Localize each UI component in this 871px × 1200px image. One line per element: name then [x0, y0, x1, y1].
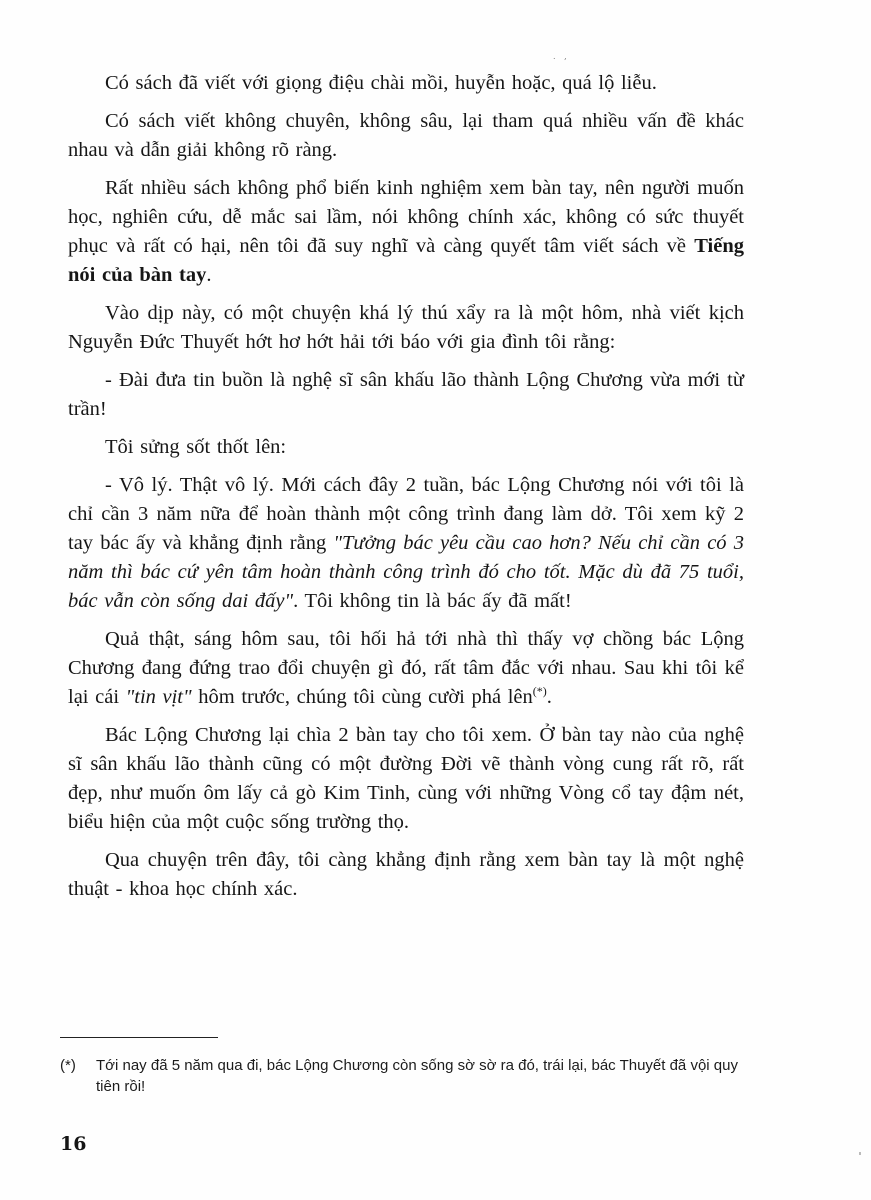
- paragraph: [68, 721, 744, 837]
- text-segment: - Vô lý. Thật vô lý. Mới cách đây 2 tuần, bác Lộng Chương nói với tôi là chỉ cần 3 năm nữa để hoàn thành một công trình đang làm dở. Tôi xem kỹ 2 tay bác ấy và khẳng định rằng: [68, 474, 744, 554]
- text-segment: .: [546, 686, 552, 708]
- footnote: [60, 1055, 760, 1097]
- body-text: [68, 69, 744, 913]
- paragraph: [68, 69, 744, 98]
- italic-quote: "Tưởng bác yêu cầu cao hơn? Nếu chỉ cần có 3 năm thì bác cứ yên tâm hoàn thành công trình đó cho tốt. Mặc dù đã 75 tuổi, bác vẫn còn sống dai đấy": [68, 532, 744, 612]
- paragraph: [68, 625, 744, 712]
- footnote-reference: (*): [532, 684, 547, 698]
- text-segment: Tôi sửng sốt thốt lên:: [105, 436, 287, 458]
- text-segment: Vào dịp này, có một chuyện khá lý thú xẩy ra là một hôm, nhà viết kịch Nguyễn Đức Thuyết hớt hơ hớt hải tới báo với gia đình tôi rằng:: [68, 302, 744, 353]
- text-segment: . Tôi không tin là bác ấy đã mất!: [293, 590, 572, 612]
- text-segment: hôm trước, chúng tôi cùng cười phá lên: [191, 686, 533, 708]
- italic-quote: "tin vịt": [125, 686, 192, 708]
- paragraph: [68, 846, 744, 904]
- text-segment: Qua chuyện trên đây, tôi càng khẳng định rằng xem bàn tay là một nghệ thuật - khoa học chính xác.: [68, 849, 744, 900]
- text-segment: Có sách viết không chuyên, không sâu, lại tham quá nhiều vấn đề khác nhau và dẫn giải không rõ ràng.: [68, 110, 744, 161]
- text-segment: .: [206, 264, 212, 286]
- paragraph: [68, 299, 744, 357]
- footnote-divider: [60, 1037, 218, 1038]
- footnote-text: Tới nay đã 5 năm qua đi, bác Lộng Chương còn sống sờ sờ ra đó, trái lại, bác Thuyết đã vội quy tiên rồi!: [96, 1057, 738, 1095]
- page-number: 16: [60, 1133, 87, 1155]
- footnote-marker: (*): [60, 1057, 76, 1074]
- text-segment: Bác Lộng Chương lại chìa 2 bàn tay cho tôi xem. Ở bàn tay nào của nghệ sĩ sân khấu lão thành cũng có một đường Đời vẽ thành vòng cung rất rõ, rất đẹp, như muốn ôm lấy cả gò Kim Tinh, cùng với những Vòng cổ tay đậm nét, biểu hiện của một cuộc sống trường thọ.: [68, 724, 744, 833]
- text-segment: Rất nhiều sách không phổ biến kinh nghiệm xem bàn tay, nên người muốn học, nghiên cứu, dễ mắc sai lầm, nói không chính xác, không có sức thuyết phục và rất có hại, nên tôi đã suy nghĩ và càng quyết tâm viết sách về: [68, 177, 744, 257]
- text-segment: Quả thật, sáng hôm sau, tôi hối hả tới nhà thì thấy vợ chồng bác Lộng Chương đang đứng trao đổi chuyện gì đó, rất tâm đắc với nhau. Sau khi tôi kể lại cái: [68, 628, 744, 708]
- book-title-bold: Tiếng nói của bàn tay: [68, 235, 744, 286]
- dialogue-paragraph: [68, 471, 744, 616]
- scan-speck: [859, 1152, 861, 1155]
- text-segment: Có sách đã viết với giọng điệu chài mồi, huyễn hoặc, quá lộ liễu.: [105, 72, 657, 94]
- paragraph: [68, 433, 744, 462]
- scan-specks: . ,: [553, 52, 570, 61]
- text-segment: - Đài đưa tin buồn là nghệ sĩ sân khấu lão thành Lộng Chương vừa mới từ trần!: [68, 369, 744, 420]
- paragraph: [68, 174, 744, 290]
- paragraph: [68, 107, 744, 165]
- dialogue-paragraph: [68, 366, 744, 424]
